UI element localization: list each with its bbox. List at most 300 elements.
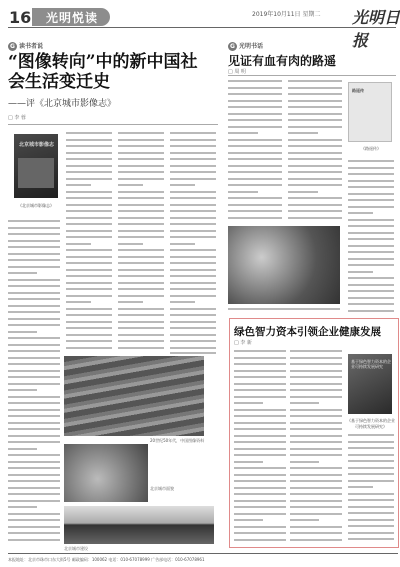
text-line xyxy=(348,519,394,521)
text-line xyxy=(8,461,60,463)
text-line xyxy=(170,314,216,316)
text-line xyxy=(8,298,60,300)
text-line xyxy=(8,415,60,417)
text-line xyxy=(348,512,394,514)
text-line xyxy=(118,132,164,134)
text-line xyxy=(118,262,164,264)
text-line xyxy=(288,217,342,219)
page-number: 16 xyxy=(9,8,32,27)
text-line xyxy=(8,344,60,346)
text-line xyxy=(66,288,112,290)
text-line xyxy=(170,139,216,141)
footer-rule xyxy=(8,553,398,554)
text-line xyxy=(66,308,112,310)
text-line xyxy=(288,204,342,206)
text-line xyxy=(288,171,342,173)
text-line xyxy=(66,139,112,141)
text-line xyxy=(118,158,164,160)
text-line xyxy=(170,347,216,349)
text-line xyxy=(234,428,286,430)
photo1-caption: 20世纪50年代，中国图像资料 xyxy=(150,438,205,443)
text-line xyxy=(234,487,286,489)
g-mark-icon: G xyxy=(228,42,237,51)
text-line xyxy=(66,334,112,336)
text-line xyxy=(288,139,342,141)
text-line xyxy=(228,145,282,147)
text-line xyxy=(118,184,143,186)
text-line xyxy=(8,448,37,450)
text-line xyxy=(170,171,216,173)
text-line xyxy=(8,506,37,508)
text-line xyxy=(66,184,91,186)
text-line xyxy=(170,191,216,193)
text-line xyxy=(170,288,216,290)
text-line xyxy=(8,474,60,476)
text-line xyxy=(228,106,282,108)
text-line xyxy=(348,219,394,221)
text-line xyxy=(66,314,112,316)
text-line xyxy=(234,526,286,528)
text-line xyxy=(170,184,195,186)
photo2-caption: 北京城市面貌 xyxy=(150,486,174,491)
text-line xyxy=(170,197,216,199)
text-line xyxy=(348,180,394,182)
text-line xyxy=(118,236,164,238)
text-line xyxy=(288,113,342,115)
text-line xyxy=(288,197,342,199)
green-capital-book-title: 基于绿色智力资本的企业可持续发展研究 xyxy=(351,359,391,369)
text-line xyxy=(228,204,282,206)
text-line xyxy=(228,119,282,121)
text-line xyxy=(118,282,164,284)
text-line xyxy=(234,532,286,534)
text-line xyxy=(118,249,164,251)
right-article-tag: G 光明书话 xyxy=(228,41,263,51)
text-line xyxy=(8,376,60,378)
text-line xyxy=(66,282,112,284)
text-line xyxy=(290,493,342,495)
text-line xyxy=(348,284,394,286)
green-capital-book-caption: 《基于绿色智力资本的企业可持续发展研究》 xyxy=(347,418,395,429)
text-line xyxy=(170,204,216,206)
text-line xyxy=(348,238,394,240)
text-line xyxy=(66,301,91,303)
text-line xyxy=(290,415,342,417)
text-line xyxy=(66,223,112,225)
text-line xyxy=(8,240,60,242)
text-line xyxy=(66,243,91,245)
text-line xyxy=(170,282,216,284)
text-line xyxy=(288,106,342,108)
text-line xyxy=(288,210,342,212)
text-line xyxy=(118,230,164,232)
text-line xyxy=(170,352,216,354)
left-article-title: “图像转向”中的新中国社会生活变迁史 xyxy=(8,52,198,92)
text-line xyxy=(228,197,282,199)
text-line xyxy=(118,223,164,225)
text-line xyxy=(228,171,282,173)
text-line xyxy=(290,474,342,476)
text-line xyxy=(118,321,164,323)
text-line xyxy=(66,191,112,193)
text-line xyxy=(118,295,164,297)
text-line xyxy=(288,178,342,180)
text-line xyxy=(8,337,60,339)
text-line xyxy=(288,132,318,134)
text-line xyxy=(348,525,394,527)
text-line xyxy=(170,165,216,167)
text-line xyxy=(8,285,60,287)
text-line xyxy=(8,428,60,430)
text-line xyxy=(8,305,60,307)
text-line xyxy=(66,340,112,342)
text-line xyxy=(8,487,60,489)
text-line xyxy=(290,519,319,521)
text-line xyxy=(234,506,286,508)
text-line xyxy=(118,171,164,173)
text-line xyxy=(290,357,342,359)
text-line xyxy=(8,370,60,372)
text-line xyxy=(118,152,164,154)
g-mark-icon: G xyxy=(8,42,17,51)
text-line xyxy=(66,178,112,180)
text-line xyxy=(170,178,216,180)
text-line xyxy=(170,210,216,212)
text-line xyxy=(66,269,112,271)
photo-people-gathering xyxy=(228,226,340,304)
text-line xyxy=(290,500,342,502)
text-line xyxy=(348,310,394,312)
text-line xyxy=(348,212,373,214)
book-caption: 《北京城市影像志》 xyxy=(18,203,54,208)
text-line xyxy=(8,331,37,333)
text-line xyxy=(348,264,394,266)
text-line xyxy=(228,165,282,167)
text-line xyxy=(228,100,282,102)
right-divider xyxy=(228,75,396,76)
text-line xyxy=(8,272,37,274)
text-line xyxy=(228,126,282,128)
text-line xyxy=(66,152,112,154)
text-line xyxy=(170,327,216,329)
text-line xyxy=(118,139,164,141)
text-line xyxy=(288,93,342,95)
text-line xyxy=(228,184,282,186)
text-line xyxy=(8,383,60,385)
text-line xyxy=(170,223,216,225)
text-line xyxy=(234,467,286,469)
text-line xyxy=(66,230,112,232)
text-line xyxy=(348,486,373,488)
text-line xyxy=(118,204,164,206)
text-line xyxy=(8,422,60,424)
text-line xyxy=(348,303,394,305)
text-line xyxy=(290,441,342,443)
text-line xyxy=(228,308,340,310)
text-line xyxy=(8,311,60,313)
text-line xyxy=(234,513,286,515)
text-line xyxy=(290,376,342,378)
text-line xyxy=(228,158,282,160)
text-line xyxy=(288,119,342,121)
text-line xyxy=(228,93,282,95)
text-line xyxy=(348,480,394,482)
text-line xyxy=(118,275,164,277)
text-line xyxy=(288,87,342,89)
text-line xyxy=(8,292,60,294)
text-line xyxy=(66,210,112,212)
text-line xyxy=(348,473,394,475)
text-line xyxy=(118,210,164,212)
text-line xyxy=(66,145,112,147)
text-line xyxy=(170,308,216,310)
text-line xyxy=(288,126,342,128)
text-line xyxy=(234,461,263,463)
text-line xyxy=(118,145,164,147)
text-line xyxy=(228,191,258,193)
text-line xyxy=(8,259,60,261)
text-line xyxy=(170,301,195,303)
text-line xyxy=(118,191,164,193)
left-article-subtitle: ——评《北京城市影像志》 xyxy=(8,99,117,109)
text-line xyxy=(288,184,342,186)
left-divider xyxy=(8,124,218,125)
text-line xyxy=(348,447,394,449)
text-line xyxy=(348,493,394,495)
text-line xyxy=(290,389,342,391)
lu-yao-book-caption: 《路遥传》 xyxy=(361,146,381,151)
text-line xyxy=(348,441,394,443)
text-line xyxy=(288,152,342,154)
text-line xyxy=(8,253,60,255)
text-line xyxy=(118,327,164,329)
text-line xyxy=(290,448,342,450)
text-line xyxy=(290,480,342,482)
text-line xyxy=(66,275,112,277)
text-line xyxy=(290,428,342,430)
text-line xyxy=(228,113,282,115)
text-line xyxy=(234,363,286,365)
text-line xyxy=(8,233,60,235)
boxed-article-author: □ 李 新 xyxy=(234,340,252,346)
text-line xyxy=(8,396,60,398)
text-line xyxy=(170,230,216,232)
text-line xyxy=(234,376,286,378)
text-line xyxy=(290,350,342,352)
text-line xyxy=(170,340,216,342)
text-line xyxy=(234,370,286,372)
text-line xyxy=(234,454,286,456)
text-line xyxy=(8,350,60,352)
text-line xyxy=(288,191,318,193)
text-line xyxy=(8,467,60,469)
text-line xyxy=(8,279,60,281)
text-line xyxy=(234,493,286,495)
text-line xyxy=(170,236,216,238)
text-line xyxy=(66,197,112,199)
text-line xyxy=(234,539,286,541)
text-line xyxy=(348,499,394,501)
text-line xyxy=(118,288,164,290)
text-line xyxy=(8,363,60,365)
text-line xyxy=(8,409,60,411)
text-line xyxy=(118,256,164,258)
text-line xyxy=(348,186,394,188)
text-line xyxy=(8,246,60,248)
text-line xyxy=(228,178,282,180)
text-line xyxy=(170,158,216,160)
text-line xyxy=(290,487,342,489)
text-line xyxy=(8,539,60,541)
text-line xyxy=(8,435,60,437)
text-line xyxy=(66,158,112,160)
text-line xyxy=(234,448,286,450)
text-line xyxy=(8,227,60,229)
text-line xyxy=(170,243,195,245)
text-line xyxy=(228,210,282,212)
text-line xyxy=(348,225,394,227)
text-line xyxy=(234,415,286,417)
text-line xyxy=(348,232,394,234)
text-line xyxy=(228,132,258,134)
text-line xyxy=(348,206,394,208)
text-line xyxy=(170,275,216,277)
text-line xyxy=(170,269,216,271)
text-line xyxy=(8,532,60,534)
text-line xyxy=(234,441,286,443)
text-line xyxy=(66,327,112,329)
text-line xyxy=(66,217,112,219)
text-line xyxy=(234,409,286,411)
text-line xyxy=(348,532,394,534)
text-line xyxy=(288,158,342,160)
text-line xyxy=(118,165,164,167)
text-line xyxy=(66,262,112,264)
text-line xyxy=(66,171,112,173)
text-line xyxy=(290,402,319,404)
left-article-author: □ 李 蓉 xyxy=(8,115,26,121)
text-line xyxy=(66,347,112,349)
masthead-logo: 光明日报 xyxy=(352,8,400,50)
text-line xyxy=(170,132,216,134)
text-line xyxy=(66,132,112,134)
photo-crowd-scene xyxy=(64,444,148,502)
text-line xyxy=(290,409,342,411)
text-line xyxy=(290,513,342,515)
text-line xyxy=(170,256,216,258)
text-line xyxy=(8,441,60,443)
text-line xyxy=(8,357,60,359)
text-line xyxy=(234,474,286,476)
text-line xyxy=(118,269,164,271)
text-line xyxy=(348,290,394,292)
text-line xyxy=(348,167,394,169)
text-line xyxy=(290,383,342,385)
text-line xyxy=(66,165,112,167)
date-line: 2019年10月11日 星期二 xyxy=(252,11,321,18)
text-line xyxy=(170,249,216,251)
text-line xyxy=(118,178,164,180)
text-line xyxy=(170,321,216,323)
text-line xyxy=(290,461,319,463)
text-line xyxy=(348,467,394,469)
text-line xyxy=(290,526,342,528)
text-line xyxy=(170,217,216,219)
text-line xyxy=(8,402,60,404)
text-line xyxy=(348,160,394,162)
text-line xyxy=(290,467,342,469)
text-line xyxy=(118,340,164,342)
right-article-title: 见证有血有肉的路遥 xyxy=(228,54,337,68)
text-line xyxy=(234,435,286,437)
text-line xyxy=(348,199,394,201)
text-line xyxy=(170,152,216,154)
text-line xyxy=(290,532,342,534)
text-line xyxy=(8,324,60,326)
text-line xyxy=(66,295,112,297)
text-line xyxy=(290,506,342,508)
text-line xyxy=(8,389,37,391)
text-line xyxy=(288,165,342,167)
left-article-tag: G 读书者说 xyxy=(8,41,43,51)
text-line xyxy=(234,350,286,352)
footer-text: 本报地址：北京市珠市口东大街5号 邮政编码：100062 电话：010-67078999 广告部电话：010-67078961 xyxy=(8,557,205,562)
text-line xyxy=(118,301,143,303)
text-line xyxy=(8,454,60,456)
lu-yao-book-title: 路遥传 xyxy=(352,88,364,93)
photo-city-skyline xyxy=(64,506,214,544)
text-line xyxy=(234,480,286,482)
right-article-author: □ 周 明 xyxy=(228,69,246,75)
text-line xyxy=(234,389,286,391)
text-line xyxy=(8,519,60,521)
section-title: 光明悦读 xyxy=(46,11,99,25)
text-line xyxy=(290,396,342,398)
text-line xyxy=(290,422,342,424)
text-line xyxy=(348,258,394,260)
text-line xyxy=(234,500,286,502)
text-line xyxy=(118,308,164,310)
text-line xyxy=(348,297,394,299)
text-line xyxy=(348,173,394,175)
text-line xyxy=(8,513,60,515)
text-line xyxy=(288,80,342,82)
text-line xyxy=(348,251,394,253)
text-line xyxy=(348,454,394,456)
text-line xyxy=(8,526,60,528)
text-line xyxy=(348,271,373,273)
text-line xyxy=(8,220,60,222)
text-line xyxy=(348,434,394,436)
text-line xyxy=(348,538,394,540)
text-line xyxy=(228,217,282,219)
text-line xyxy=(348,245,394,247)
text-line xyxy=(234,519,263,521)
text-line xyxy=(170,334,216,336)
text-line xyxy=(288,145,342,147)
text-line xyxy=(8,480,60,482)
text-line xyxy=(118,334,164,336)
book-cover-photo xyxy=(18,158,54,188)
text-line xyxy=(8,500,60,502)
photo-study-scene xyxy=(64,356,204,436)
text-line xyxy=(228,152,282,154)
text-line xyxy=(66,256,112,258)
text-line xyxy=(234,396,286,398)
header-rule xyxy=(8,27,396,28)
text-line xyxy=(234,383,286,385)
text-line xyxy=(228,80,282,82)
